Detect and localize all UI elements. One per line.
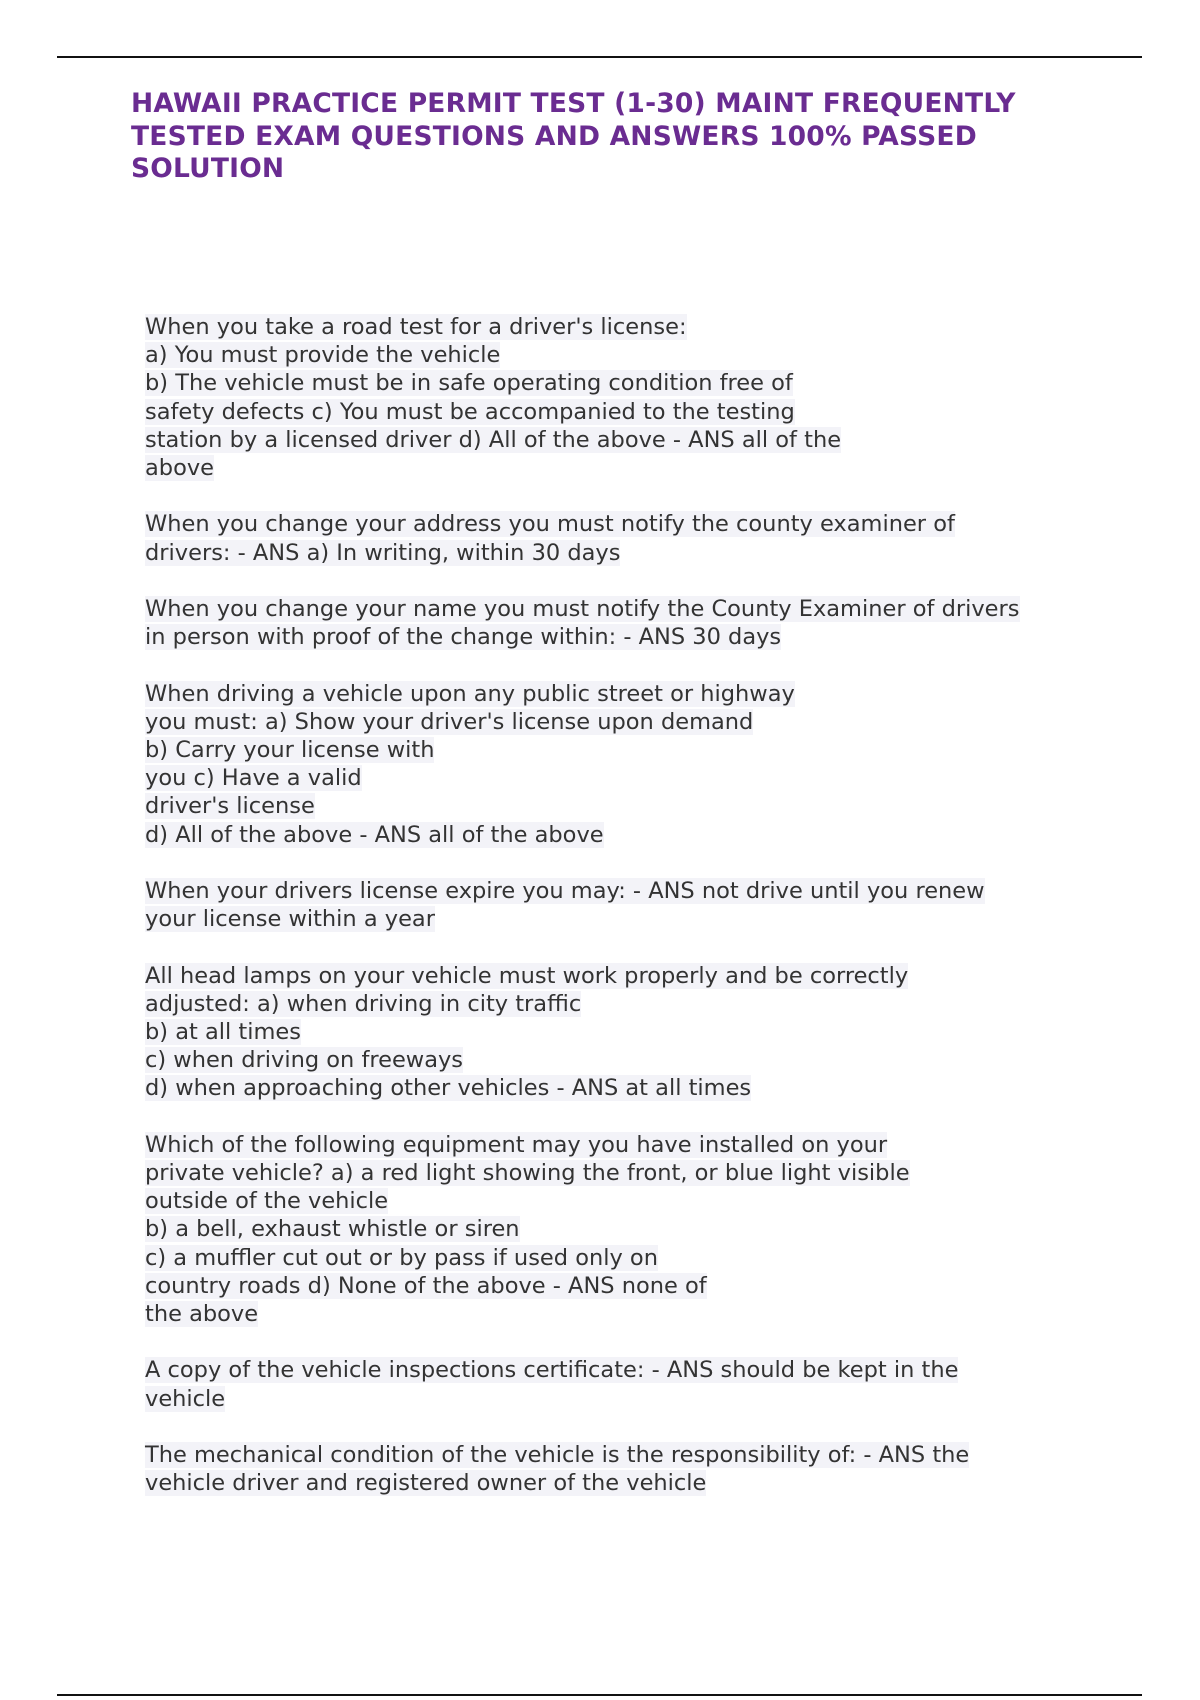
question-line — [145, 905, 1105, 933]
question-line — [145, 1159, 1105, 1187]
question-line-text: b) at all times — [145, 1019, 301, 1045]
question-line — [145, 821, 1105, 849]
question-line-text: you c) Have a valid — [145, 765, 362, 792]
question-line — [145, 1385, 1105, 1413]
question-line — [145, 341, 1105, 369]
question-line-text: c) a muffler cut out or by pass if used only on — [145, 1244, 658, 1271]
question-line-text: your license within a year — [145, 906, 435, 933]
question-line — [145, 1300, 1105, 1328]
question-line-text: the above — [145, 1301, 259, 1328]
question-line — [145, 1244, 1105, 1272]
question-item — [145, 680, 1105, 849]
question-line-text: When you change your address you must notify the county examiner of — [145, 511, 955, 538]
question-line-text: b) Carry your license with — [145, 737, 435, 763]
question-line-text: vehicle driver and registered owner of the vehicle — [145, 1470, 707, 1497]
question-item — [145, 962, 1105, 1103]
top-rule — [57, 56, 1142, 58]
question-line — [145, 764, 1105, 792]
question-line — [145, 1215, 1105, 1243]
question-line-text: b) The vehicle must be in safe operating condition free of — [145, 370, 793, 397]
question-line-text: private vehicle? a) a red light showing the front, or blue light visible — [145, 1160, 910, 1186]
question-line — [145, 1272, 1105, 1300]
question-line — [145, 962, 1105, 990]
question-line-text: d) All of the above - ANS all of the above — [145, 821, 604, 848]
question-line-text: b) a bell, exhaust whistle or siren — [145, 1216, 520, 1243]
question-line-text: station by a licensed driver d) All of the above - ANS all of the — [145, 426, 842, 453]
question-line — [145, 1469, 1105, 1497]
question-item — [145, 595, 1105, 651]
bottom-rule — [57, 1694, 1142, 1696]
question-line — [145, 369, 1105, 397]
question-line — [145, 510, 1105, 538]
question-line-text: When your drivers license expire you may: - ANS not drive until you renew — [145, 878, 985, 904]
question-line — [145, 1187, 1105, 1215]
question-line-text: outside of the vehicle — [145, 1188, 389, 1215]
question-item — [145, 1441, 1105, 1497]
question-line-text: adjusted: a) when driving in city traffic — [145, 990, 582, 1017]
question-line-text: you must: a) Show your driver's license upon demand — [145, 708, 754, 735]
question-line — [145, 1074, 1105, 1102]
question-line — [145, 454, 1105, 482]
question-line-text: a) You must provide the vehicle — [145, 342, 501, 369]
question-line — [145, 1046, 1105, 1074]
question-item — [145, 313, 1105, 482]
question-item — [145, 1356, 1105, 1412]
question-line — [145, 877, 1105, 905]
question-line-text: in person with proof of the change within: - ANS 30 days — [145, 624, 782, 651]
question-line — [145, 990, 1105, 1018]
question-line — [145, 398, 1105, 426]
question-line-text: c) when driving on freeways — [145, 1047, 464, 1074]
question-line-text: When driving a vehicle upon any public street or highway — [145, 680, 795, 707]
question-line — [145, 708, 1105, 736]
question-line-text: When you take a road test for a driver's license: — [145, 314, 687, 340]
question-line — [145, 1441, 1105, 1469]
questions-list — [145, 313, 1105, 1526]
question-line — [145, 623, 1105, 651]
question-line — [145, 736, 1105, 764]
title-line: TESTED EXAM QUESTIONS AND ANSWERS 100% PASSED — [131, 120, 977, 152]
question-line-text: driver's license — [145, 793, 315, 820]
question-line-text: safety defects c) You must be accompanied to the testing — [145, 398, 795, 425]
question-line-text: above — [145, 455, 214, 482]
question-line — [145, 792, 1105, 820]
question-item — [145, 510, 1105, 566]
question-line-text: drivers: - ANS a) In writing, within 30 days — [145, 539, 621, 566]
question-line-text: d) when approaching other vehicles - ANS at all times — [145, 1075, 752, 1102]
question-line — [145, 1356, 1105, 1384]
question-item — [145, 877, 1105, 933]
question-line — [145, 1018, 1105, 1046]
question-line-text: vehicle — [145, 1385, 226, 1412]
title-line: HAWAII PRACTICE PERMIT TEST (1-30) MAINT FREQUENTLY — [131, 88, 1016, 119]
document-title — [131, 88, 1131, 186]
question-line — [145, 1131, 1105, 1159]
question-line-text: All head lamps on your vehicle must work properly and be correctly — [145, 962, 909, 989]
question-line-text: When you change your name you must notify the County Examiner of drivers — [145, 596, 1020, 622]
question-item — [145, 1131, 1105, 1328]
question-line — [145, 426, 1105, 454]
question-line-text: Which of the following equipment may you have installed on your — [145, 1131, 888, 1158]
title-line: SOLUTION — [131, 153, 285, 184]
question-line — [145, 680, 1105, 708]
question-line-text: country roads d) None of the above - ANS none of — [145, 1272, 707, 1299]
question-line — [145, 595, 1105, 623]
question-line-text: A copy of the vehicle inspections certificate: - ANS should be kept in the — [145, 1357, 959, 1384]
question-line-text: The mechanical condition of the vehicle is the responsibility of: - ANS the — [145, 1442, 970, 1468]
question-line — [145, 313, 1105, 341]
question-line — [145, 539, 1105, 567]
